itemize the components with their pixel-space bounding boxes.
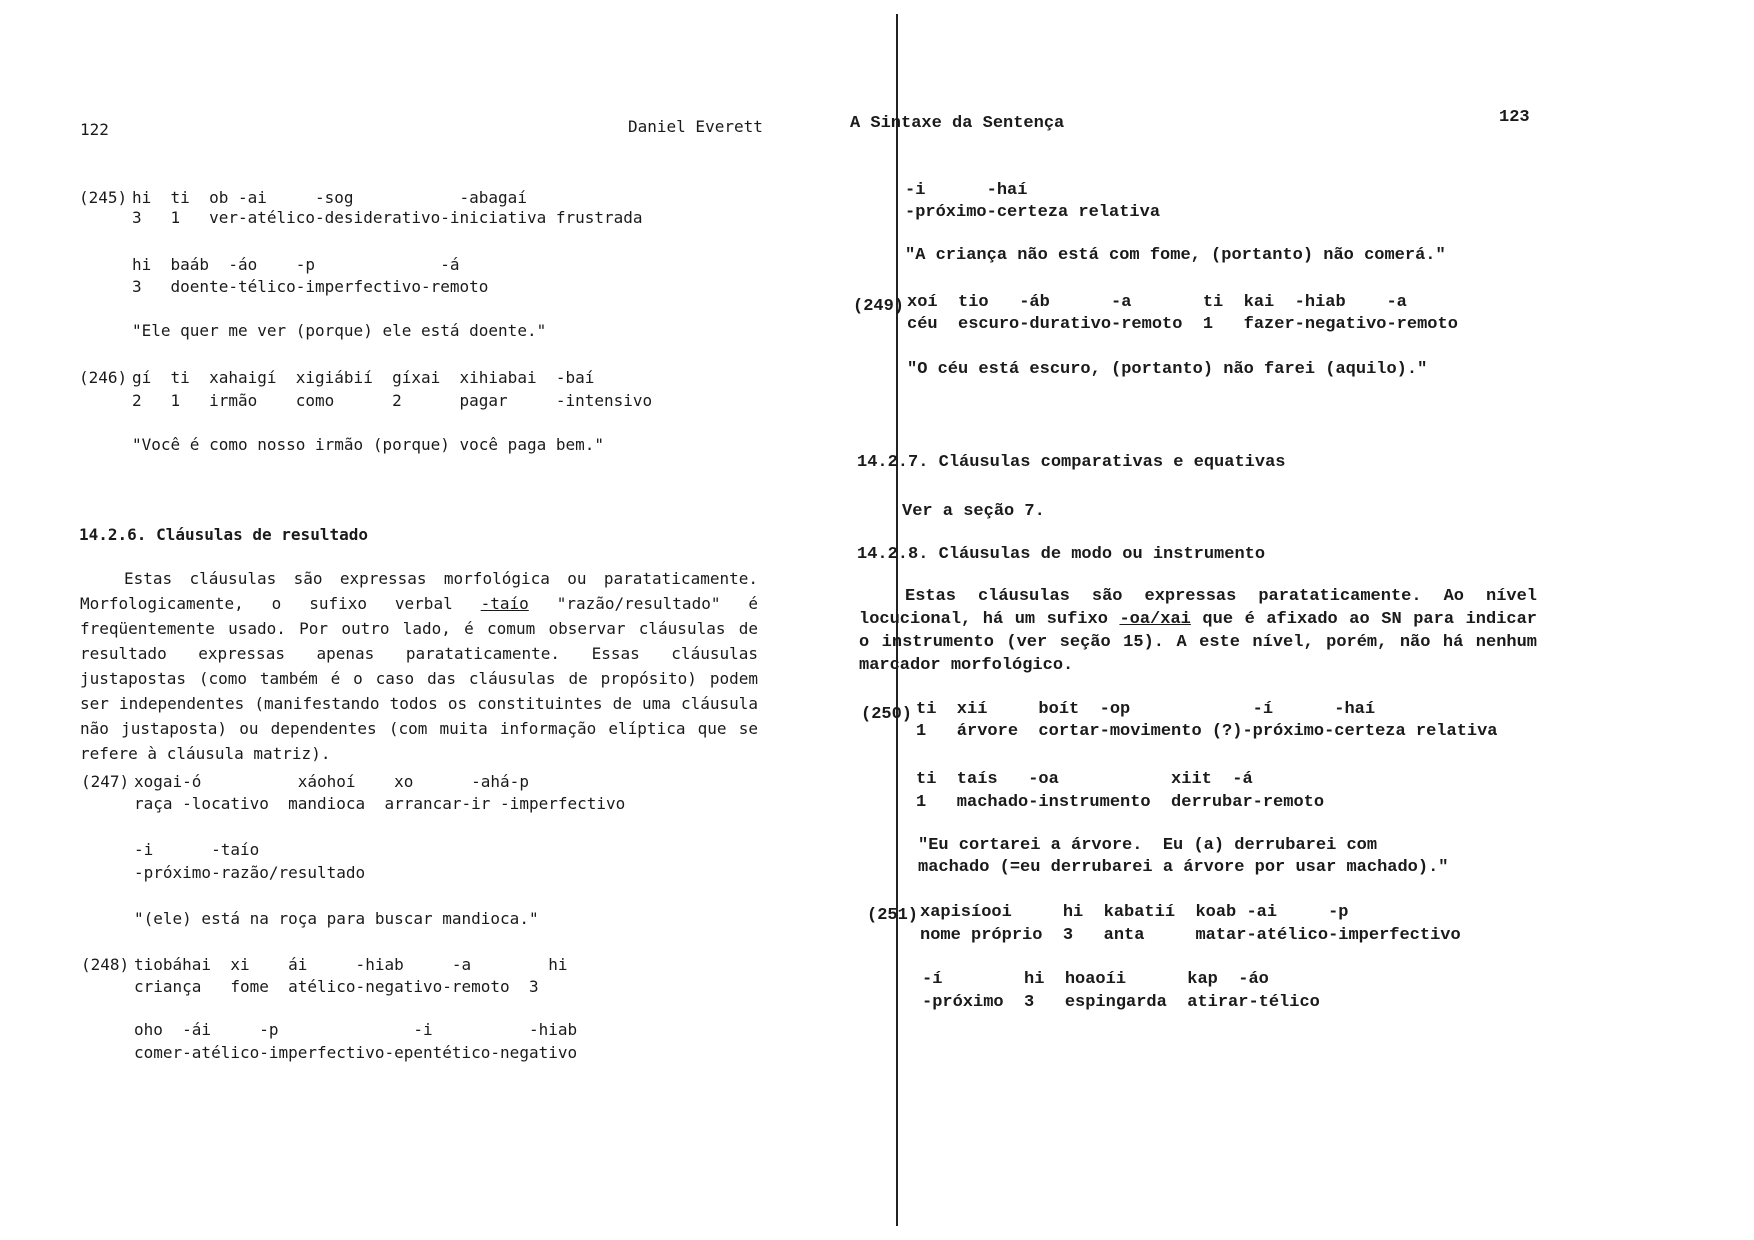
section-heading: 14.2.6. Cláusulas de resultado: [79, 525, 368, 544]
example-number: (249): [853, 297, 905, 316]
example-number: (250): [861, 705, 913, 724]
running-header: Daniel Everett: [628, 117, 763, 136]
right-page: [850, 0, 1754, 1240]
running-header: A Sintaxe da Sentença: [850, 114, 1065, 133]
gloss-line: hi ti ob -ai -sog -abagaí: [132, 188, 527, 207]
gloss-line: ti xií boít -op -í -haí: [916, 700, 1376, 719]
translation: "A criança não está com fome, (portanto) não comerá.": [905, 246, 1446, 265]
section-heading: 14.2.7. Cláusulas comparativas e equativas: [857, 453, 1286, 472]
gloss-line: 1 árvore cortar-movimento (?)-próximo-certeza relativa: [916, 722, 1498, 741]
translation: "Você é como nosso irmão (porque) você paga bem.": [132, 435, 605, 454]
gloss-line: ti taís -oa xiit -á: [916, 770, 1253, 789]
translation: "Ele quer me ver (porque) ele está doente.": [132, 321, 547, 340]
gloss-line: gí ti xahaigí xigiábií gíxai xihiabai -baí: [132, 368, 595, 387]
gloss-line: 1 machado-instrumento derrubar-remoto: [916, 793, 1325, 812]
page-number: 123: [1499, 108, 1530, 127]
gloss-line: -próximo-certeza relativa: [905, 203, 1161, 222]
gloss-line: céu escuro-durativo-remoto 1 fazer-negativo-remoto: [907, 315, 1458, 334]
suffix-taio: -taío: [480, 594, 529, 613]
paragraph-text: que é afixado ao SN para indicar o instrumento (ver seção 15). A este nível, porém, não há nenhum marcador morfológico.: [859, 610, 1537, 675]
gloss-line: -i -haí: [905, 181, 1028, 200]
example-number: (251): [867, 906, 919, 925]
gloss-line: hi baáb -áo -p -á: [132, 255, 460, 274]
paragraph-text: "razão/resultado" é freqüentemente usado. Por outro lado, é comum observar cláusulas de resultado expressas apenas parataticamente. Essas cláusulas justapostas (como também é o caso das cláusulas de propósito) podem ser independentes (manifestando todos os constituintes de uma cláusula não justaposta) ou dependentes (com muita informação elíptica que se refere à cláusula matriz).: [80, 594, 759, 763]
gloss-line: criança fome atélico-negativo-remoto 3: [134, 977, 539, 996]
gloss-line: tiobáhai xi ái -hiab -a hi: [134, 955, 568, 974]
gloss-line: xogai-ó xáohoí xo -ahá-p: [134, 772, 529, 791]
example-number: (245): [79, 188, 128, 207]
cross-reference: Ver a seção 7.: [902, 502, 1045, 521]
translation: "O céu está escuro, (portanto) não farei (aquilo).": [907, 360, 1428, 379]
page-number: 122: [80, 120, 109, 139]
translation: "Eu cortarei a árvore. Eu (a) derrubarei com: [918, 836, 1378, 855]
gloss-line: -próximo-razão/resultado: [134, 863, 366, 882]
gloss-line: 3 doente-télico-imperfectivo-remoto: [132, 277, 489, 296]
gloss-line: 3 1 ver-atélico-desiderativo-iniciativa frustrada: [132, 208, 643, 227]
body-paragraph: [80, 566, 758, 766]
gloss-line: oho -ái -p -i -hiab: [134, 1020, 578, 1039]
body-paragraph: [859, 585, 1537, 677]
gloss-line: 2 1 irmão como 2 pagar -intensivo: [132, 391, 653, 410]
example-number: (246): [79, 368, 128, 387]
section-heading: 14.2.8. Cláusulas de modo ou instrumento: [857, 545, 1266, 564]
gloss-line: -í hi hoaoíi kap -áo: [922, 970, 1269, 989]
gloss-line: comer-atélico-imperfectivo-epentético-negativo: [134, 1043, 578, 1062]
gloss-line: nome próprio 3 anta matar-atélico-imperfectivo: [920, 926, 1461, 945]
paragraph-text: Estas cláusulas são expressas parataticamente. Ao nível locucional, há um sufixo: [859, 587, 1537, 629]
translation: "(ele) está na roça para buscar mandioca.": [134, 909, 539, 928]
suffix-oa-xai: -oa/xai: [1119, 610, 1191, 629]
translation: machado (=eu derrubarei a árvore por usar machado).": [918, 858, 1449, 877]
gloss-line: raça -locativo mandioca arrancar-ir -imperfectivo: [134, 794, 626, 813]
gloss-line: -i -taío: [134, 840, 260, 859]
gloss-line: xapisíooi hi kabatií koab -ai -p: [920, 903, 1349, 922]
example-number: (248): [81, 955, 130, 974]
paragraph-text: Estas cláusulas são expressas morfológica ou parataticamente. Morfologicamente, o sufixo verbal: [80, 569, 758, 613]
gloss-line: -próximo 3 espingarda atirar-télico: [922, 993, 1320, 1012]
example-number: (247): [81, 772, 130, 791]
gloss-line: xoí tio -áb -a ti kai -hiab -a: [907, 293, 1407, 312]
